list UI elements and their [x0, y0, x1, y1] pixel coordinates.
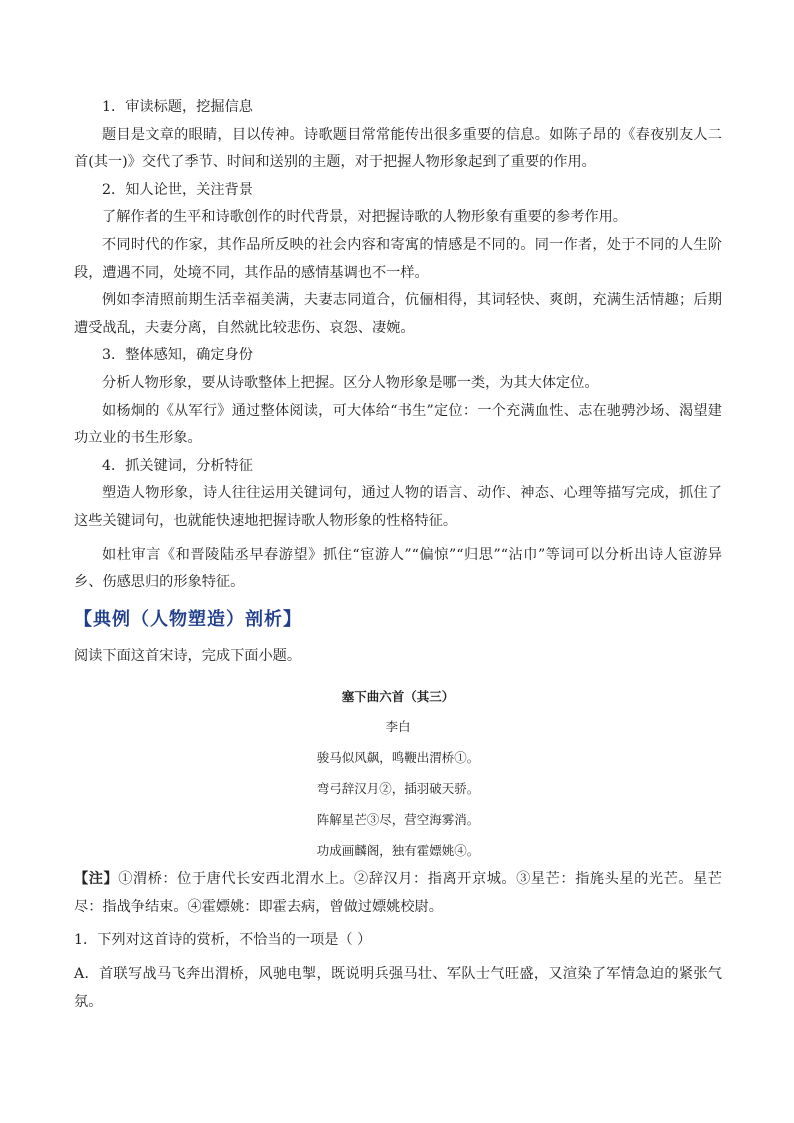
question-stem: 1．下列对这首诗的赏析，不恰当的一项是（ ）	[74, 932, 372, 949]
paragraph: 如杜审言《和晋陵陆丞早春游望》抓住“宦游人”“偏惊”“归思”“沾巾”等词可以分析出诗人宦游异乡、伤感思归的形象特征。	[74, 546, 722, 591]
poem-author: 李白	[385, 719, 411, 735]
paragraph: 题目是文章的眼睛，目以传神。诗歌题目常常能传出很多重要的信息。如陈子昂的《春夜别友人二首(其一)》交代了季节、时间和送别的主题，对于把握人物形象起到了重要的作用。	[74, 126, 722, 171]
section-title-1: 1．审读标题，挖掘信息	[102, 99, 253, 115]
paragraph: 不同时代的作家，其作品所反映的社会内容和寄寓的情感是不同的。同一作者，处于不同的人生阶段，遭遇不同，处境不同，其作品的感情基调也不一样。	[74, 236, 722, 281]
section-title-2: 2．知人论世，关注背景	[102, 181, 253, 198]
note-label: 【注】	[74, 871, 119, 888]
section-title-3: 3．整体感知，确定身份	[102, 347, 253, 364]
poem-line: 弯弓辞汉月②，插羽破天骄。	[316, 781, 480, 797]
note-text: ①渭桥：位于唐代长安西北渭水上。②辞汉月：指离开京城。③星芒：指旄头星的光芒。星芒尽：指战争结束。④霍嫖姚：即霍去病，曾做过嫖姚校尉。	[74, 871, 722, 915]
paragraph: 例如李清照前期生活幸福美满，夫妻志同道合，伉俪相得，其词轻快、爽朗，充满生活情趣；后期遭受战乱，夫妻分离，自然就比较悲伤、哀怨、凄婉。	[74, 292, 722, 336]
section-title-4: 4．抓关键词，分析特征	[102, 457, 253, 474]
example-heading: 【典例（人物塑造）剖析】	[74, 608, 302, 630]
paragraph: 分析人物形象，要从诗歌整体上把握。区分人物形象是哪一类，为其大体定位。	[102, 374, 599, 391]
poem-title: 塞下曲六首（其三）	[341, 689, 455, 705]
paragraph: 了解作者的生平和诗歌创作的时代背景，对把握诗歌的人物形象有重要的参考作用。	[102, 209, 627, 226]
poem-line: 阵解星芒③尽，营空海雾消。	[316, 812, 480, 828]
paragraph: 如杨炯的《从军行》通过整体阅读，可大体给“书生”定位：一个充满血性、志在驰骋沙场、渴望建功立业的书生形象。	[74, 402, 722, 447]
paragraph: 塑造人物形象，诗人往往运用关键词句，通过人物的语言、动作、神态、心理等描写完成，抓住了这些关键词句，也就能快速地把握诗歌人物形象的性格特征。	[74, 485, 722, 529]
question-option-a[interactable]: A．首联写战马飞奔出渭桥，风驰电掣，既说明兵强马壮、军队士气旺盛，又渲染了军情急迫的紧张气氛。	[74, 966, 722, 1010]
document-body	[74, 94, 722, 1016]
poem-line: 功成画麟阁，独有霍嫖姚④。	[316, 843, 480, 859]
example-intro: 阅读下面这首宋诗，完成下面小题。	[74, 647, 302, 664]
poem-block	[74, 682, 722, 866]
poem-note	[74, 866, 722, 921]
poem-line: 骏马似风飙，鸣鞭出渭桥①。	[316, 750, 480, 766]
